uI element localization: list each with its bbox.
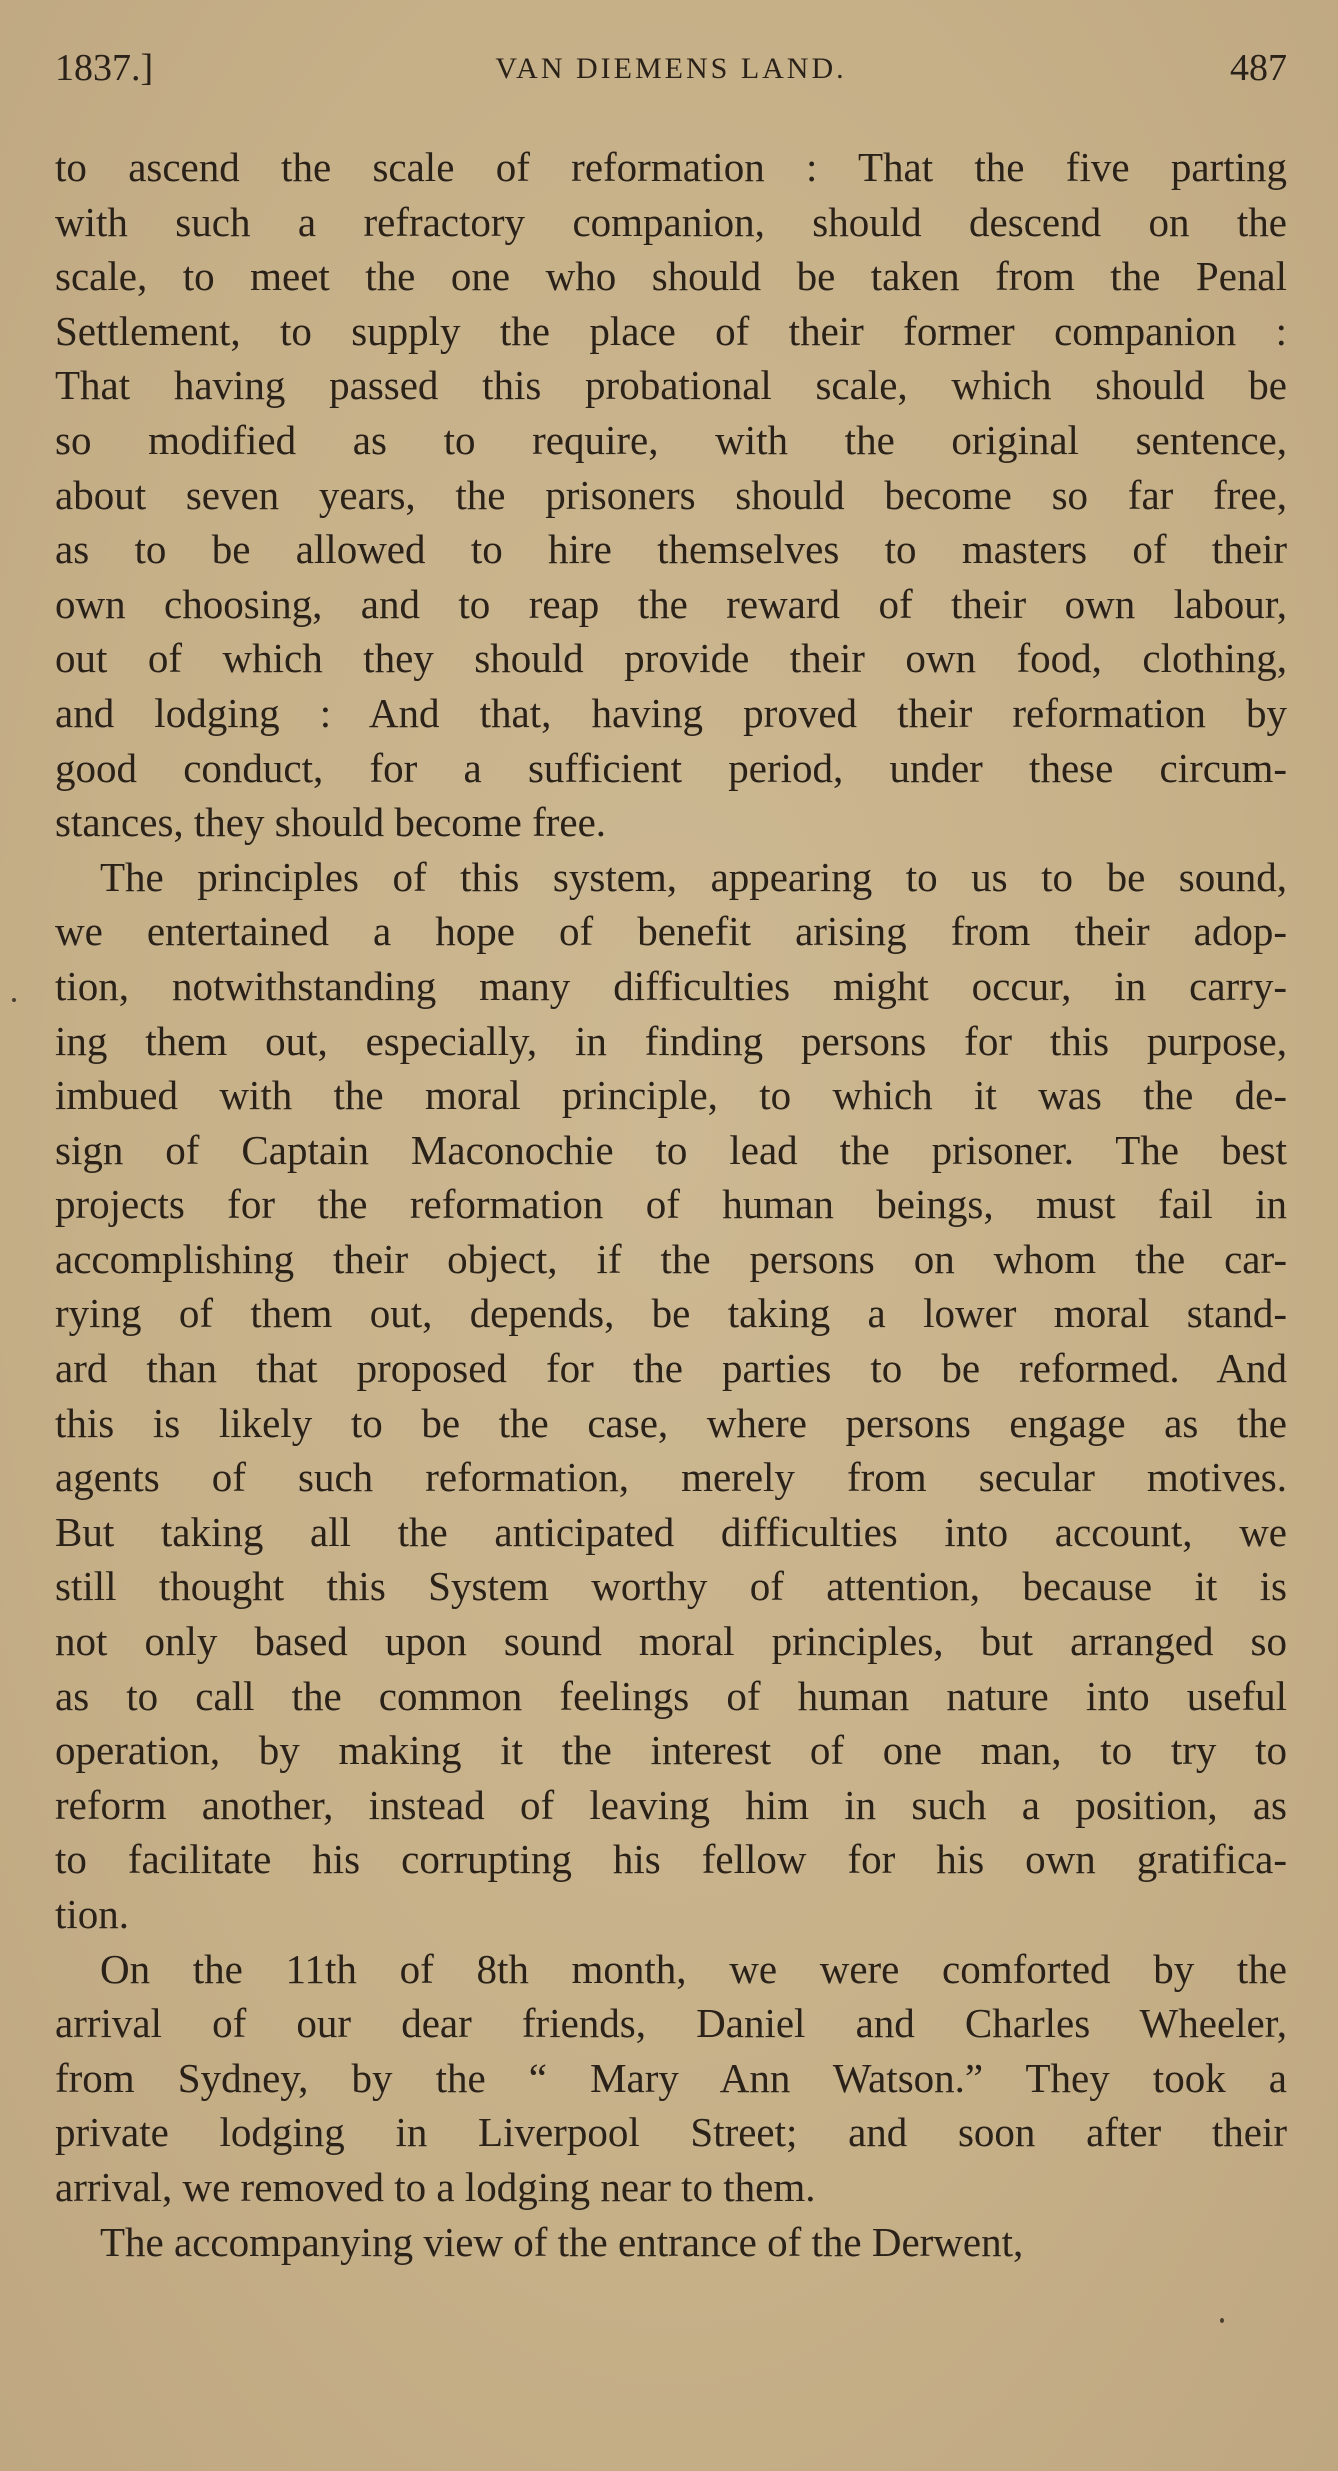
- text-line: so modified as to require, with the original sentence,: [55, 416, 1287, 463]
- text-line: The accompanying view of the entrance of the Derwent,: [100, 2218, 1024, 2265]
- text-line: with such a refractory companion, should descend on the: [55, 198, 1287, 245]
- body-text: [55, 140, 1287, 2269]
- text-line: about seven years, the prisoners should become so far free,: [55, 471, 1287, 518]
- text-line: still thought this System worthy of attention, because it is: [55, 1563, 1287, 1610]
- text-line: imbued with the moral principle, to which it was the de-: [55, 1072, 1287, 1119]
- text-line: as to be allowed to hire themselves to masters of their: [55, 526, 1287, 573]
- text-line: out of which they should provide their own food, clothing,: [55, 635, 1287, 682]
- text-line: Settlement, to supply the place of their former companion :: [55, 307, 1287, 354]
- paragraph: [55, 1942, 1287, 2215]
- text-line: accomplishing their object, if the persons on whom the car-: [55, 1235, 1287, 1282]
- text-line: to ascend the scale of reformation : That the five parting: [55, 144, 1287, 190]
- text-line: we entertained a hope of benefit arising from their adop-: [55, 908, 1287, 955]
- text-line: stances, they should become free.: [55, 799, 607, 846]
- text-line: from Sydney, by the “ Mary Ann Watson.” They took a: [55, 2054, 1287, 2101]
- page-number: 487: [1230, 47, 1287, 89]
- text-line: arrival, we removed to a lodging near to them.: [55, 2163, 816, 2210]
- header-title: VAN DIEMENS LAND.: [495, 52, 847, 85]
- text-line: tion.: [55, 1891, 130, 1937]
- text-line: projects for the reformation of human beings, must fail in: [55, 1181, 1287, 1228]
- text-line: scale, to meet the one who should be taken from the Penal: [55, 253, 1287, 300]
- paragraph: [55, 850, 1287, 1942]
- paragraph: [55, 140, 1287, 850]
- text-line: reform another, instead of leaving him in such a position, as: [55, 1781, 1287, 1828]
- text-line: ard than that proposed for the parties to be reformed. And: [55, 1345, 1287, 1392]
- text-line: agents of such reformation, merely from secular motives.: [55, 1454, 1287, 1501]
- text-line: good conduct, for a sufficient period, under these circum-: [55, 744, 1287, 791]
- text-line: private lodging in Liverpool Street; and soon after their: [55, 2109, 1287, 2156]
- text-line: tion, notwithstanding many difficulties might occur, in carry-: [55, 962, 1287, 1009]
- text-line: The principles of this system, appearing to us to be sound,: [100, 853, 1287, 900]
- text-line: sign of Captain Maconochie to lead the prisoner. The best: [55, 1126, 1287, 1173]
- text-line: That having passed this probational scale, which should be: [55, 362, 1287, 409]
- running-header: [55, 46, 1287, 106]
- text-line: and lodging : And that, having proved their reformation by: [55, 689, 1287, 736]
- text-line: But taking all the anticipated difficulties into account, we: [55, 1508, 1287, 1555]
- text-line: as to call the common feelings of human nature into useful: [55, 1672, 1287, 1719]
- text-line: On the 11th of 8th month, we were comforted by the: [100, 1945, 1287, 1992]
- text-line: arrival of our dear friends, Daniel and Charles Wheeler,: [55, 2000, 1287, 2047]
- paragraph: [55, 2215, 1287, 2270]
- margin-mark: [12, 998, 16, 1002]
- text-line: own choosing, and to reap the reward of their own labour,: [55, 580, 1287, 627]
- page-speck: [1220, 2318, 1224, 2323]
- text-line: not only based upon sound moral principles, but arranged so: [55, 1618, 1287, 1665]
- text-line: to facilitate his corrupting his fellow for his own gratifica-: [55, 1836, 1287, 1883]
- text-line: rying of them out, depends, be taking a lower moral stand-: [55, 1290, 1287, 1337]
- header-year: 1837.]: [55, 47, 154, 89]
- text-line: this is likely to be the case, where persons engage as the: [55, 1399, 1287, 1446]
- text-line: operation, by making it the interest of one man, to try to: [55, 1727, 1287, 1774]
- text-line: ing them out, especially, in finding persons for this purpose,: [55, 1017, 1287, 1064]
